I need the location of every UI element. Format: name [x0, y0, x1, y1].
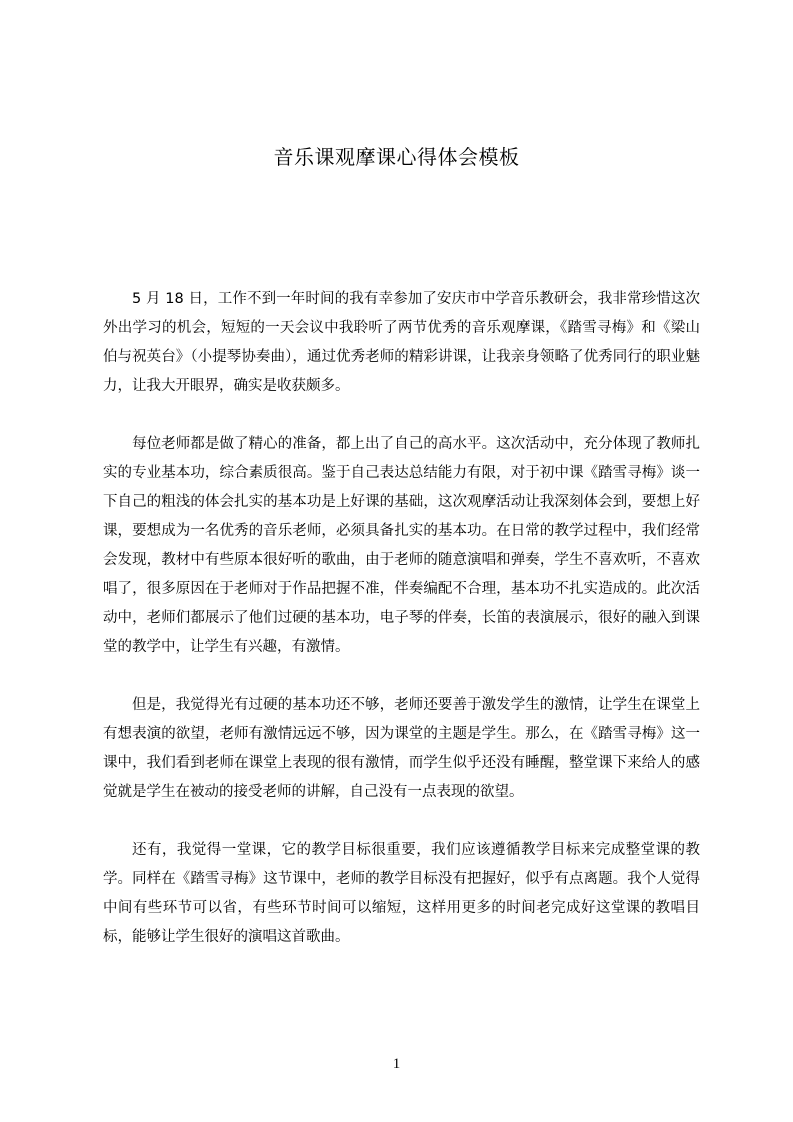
document-title: 音乐课观摩课心得体会模板 [273, 145, 520, 169]
page-number: 1 [392, 1056, 401, 1072]
paragraph-2: 每位老师都是做了精心的准备，都上出了自己的高水平。这次活动中，充分体现了教师扎实的专业基本功，综合素质很高。鉴于自己表达总结能力有限，对于初中课《踏雪寻梅》谈一下自己的粗浅的体会扎实的基本功是上好课的基础，这次观摩活动让我深刻体会到，要想上好课，要想成为一名优秀的音乐老师，必须具备扎实的基本功。在日常的教学过程中，我们经常会发现，教材中有些原本很好听的歌曲，由于老师的随意演唱和弹奏，学生不喜欢听，不喜欢唱了，很多原因在于老师对于作品把握不准，伴奏编配不合理，基本功不扎实造成的。此次活动中，老师们都展示了他们过硬的基本功，电子琴的伴奏，长笛的表演展示，很好的融入到课堂的教学中，让学生有兴趣，有激情。 [103, 436, 700, 655]
paragraph-4: 还有，我觉得一堂课，它的教学目标很重要，我们应该遵循教学目标来完成整堂课的教学。同样在《踏雪寻梅》这节课中，老师的教学目标没有把握好，似乎有点离题。我个人觉得中间有些环节可以省，有些环节时间可以缩短，这样用更多的时间老完成好这堂课的教唱目标，能够让学生很好的演唱这首歌曲。 [103, 842, 700, 945]
document-body [103, 285, 700, 981]
paragraph-3: 但是，我觉得光有过硬的基本功还不够，老师还要善于激发学生的激情，让学生在课堂上有想表演的欲望，老师有激情远远不够，因为课堂的主题是学生。那么，在《踏雪寻梅》这一课中，我们看到老师在课堂上表现的很有激情，而学生似乎还没有睡醒，整堂课下来给人的感觉就是学生在被动的接受老师的讲解，自己没有一点表现的欲望。 [103, 697, 700, 800]
paragraph-1: 5 月 18 日，工作不到一年时间的我有幸参加了安庆市中学音乐教研会，我非常珍惜这次外出学习的机会，短短的一天会议中我聆听了两节优秀的音乐观摩课，《踏雪寻梅》和《梁山伯与祝英台》（小提琴协奏曲），通过优秀老师的精彩讲课，让我亲身领略了优秀同行的职业魅力，让我大开眼界，确实是收获颇多。 [103, 291, 700, 394]
